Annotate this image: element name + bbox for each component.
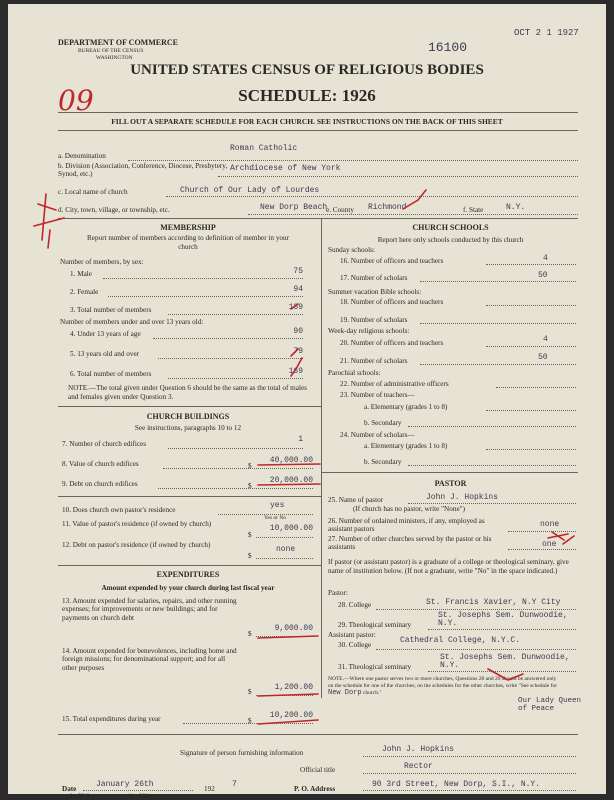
q8-dollar: $ (248, 462, 252, 470)
q24b-label: b. Secondary (364, 458, 402, 466)
q9-label: 9. Debt on church edifices (62, 480, 138, 488)
q29-label: 29. Theological seminary (338, 621, 412, 629)
county-label: e. County (326, 206, 354, 214)
q4-value: 90 (293, 327, 303, 336)
by-sex-label: Number of members, by sex: (60, 258, 144, 266)
schedule-number: 16100 (428, 40, 468, 55)
q12-label: 12. Debt on pastor's residence (if owned by church) (62, 541, 211, 549)
q10-label: 10. Does church own pastor's residence (62, 506, 176, 514)
q16-label: 16. Number of officers and teachers (340, 257, 444, 265)
q14-label: 14. Amount expended for benevolences, including home and foreign missions; for denominational support; and for all other purposes (62, 647, 237, 672)
form-title: UNITED STATES CENSUS OF RELIGIOUS BODIES (130, 62, 484, 78)
q9-dollar: $ (248, 482, 252, 490)
q8-label: 8. Value of church edifices (62, 460, 139, 468)
q7-value: 1 (298, 435, 303, 444)
q5-value: 79 (293, 347, 303, 356)
form-code: 8—5518 a (70, 793, 94, 799)
instructions-text: FILL OUT A SEPARATE SCHEDULE FOR EACH CHURCH. SEE INSTRUCTIONS ON THE BACK OF THIS SHEET (111, 117, 503, 126)
census-schedule-sheet (8, 4, 606, 799)
buildings-heading: CHURCH BUILDINGS (146, 412, 230, 421)
pastor-heading: PASTOR (434, 479, 467, 488)
membership-note: NOTE.—The total given under Question 6 should be the same as the total of males and females given under Question 3. (68, 384, 307, 401)
q26-value: none (540, 520, 560, 529)
q25-value: John J. Hopkins (426, 493, 499, 502)
q2-label: 2. Female (70, 288, 99, 296)
underline-q14 (258, 694, 318, 696)
q1-value: 75 (293, 267, 303, 276)
q6-value: 169 (288, 367, 303, 376)
q22-label: 22. Number of administrative officers (340, 380, 449, 388)
weekday-label: Week-day religious schools: (328, 327, 410, 335)
city-town-value: New Dorp Beach (260, 203, 328, 212)
q25-label: 25. Name of pastor (328, 496, 384, 504)
year-prefix: 192 (204, 785, 215, 793)
q3-value: 169 (288, 303, 303, 312)
q11-dollar: $ (248, 531, 252, 539)
q21-value: 50 (538, 353, 548, 362)
local-name-label: c. Local name of church (58, 188, 128, 196)
q31-label: 31. Theological seminary (338, 663, 412, 671)
year-value: 7 (232, 780, 237, 789)
date-label: Date (62, 785, 77, 793)
q15-dollar: $ (248, 717, 252, 725)
q17-value: 50 (538, 271, 548, 280)
expenditures-heading: EXPENDITURES (156, 570, 220, 579)
q14-value: 1,200.00 (274, 683, 313, 692)
q13-value: 9,000.00 (274, 624, 313, 633)
sunday-label: Sunday schools: (328, 246, 375, 254)
underline-q13 (258, 636, 318, 638)
expenditures-sub: Amount expended by your church during last fiscal year (101, 584, 275, 592)
print-code: 11—9024 (128, 793, 150, 799)
pastor-note-fill2: Our Lady Queen of Peace (518, 697, 582, 714)
q18-label: 18. Number of officers and teachers (340, 298, 444, 306)
q20-label: 20. Number of officers and teachers (340, 339, 444, 347)
pastor-note-text: NOTE.—Where one pastor serves two or more churches, Questions 28 and 29 should be answered only on the schedule for one of the churches; on the schedules for the other churches, write "See schedule for (328, 676, 558, 689)
schools-intro: Report here only schools conducted by this church (377, 236, 524, 244)
q15-value: 10,200.00 (269, 711, 313, 720)
q5-label: 5. 13 years old and over (70, 350, 140, 358)
check-q6 (291, 358, 302, 376)
q29-value: St. Josephs Sem. Dunwoodie, N.Y. (438, 611, 568, 629)
yes-or-no-hint: Yes or No (264, 515, 287, 521)
signature-label: Signature of person furnishing information (180, 749, 304, 757)
q3-label: 3. Total number of members (70, 306, 152, 314)
division-label: b. Division (Association, Conference, Diocese, Presbytery, Synod, etc.) (58, 162, 228, 179)
parochial-label: Parochial schools: (328, 369, 381, 377)
underline-q9 (258, 484, 320, 485)
schools-heading: CHURCH SCHOOLS (412, 223, 489, 232)
q9-value: 20,000.00 (269, 476, 313, 485)
q16-value: 4 (543, 254, 548, 263)
denomination-value: Roman Catholic (230, 144, 298, 153)
date-value: January 26th (96, 780, 154, 789)
buildings-sub: See instructions, paragraphs 10 to 12 (134, 424, 242, 432)
city-label: WASHINGTON (96, 55, 133, 61)
q23b-label: b. Secondary (364, 419, 402, 427)
q10-value: yes (270, 501, 285, 510)
q12-value: none (276, 545, 296, 554)
q8-value: 40,000.00 (269, 456, 313, 465)
q23a-label: a. Elementary (grades 1 to 8) (364, 403, 448, 411)
q24-label: 24. Number of scholars— (340, 431, 415, 439)
q25-note: (If church has no pastor, write "None") (353, 505, 465, 513)
check-q5 (291, 349, 298, 356)
q30-label: 30. College (338, 641, 372, 649)
q7-label: 7. Number of church edifices (62, 440, 147, 448)
q23-label: 23. Number of teachers— (340, 391, 415, 399)
membership-heading: MEMBERSHIP (160, 223, 216, 232)
city-town-label: d. City, town, village, or township, etc. (58, 206, 170, 214)
state-label: f. State (463, 206, 484, 214)
q11-label: 11. Value of pastor's residence (if owned by church) (62, 520, 212, 528)
q1-label: 1. Male (70, 270, 92, 278)
underline-q8 (258, 464, 320, 465)
denomination-label: a. Denomination (58, 152, 106, 160)
red-cross-mark (34, 194, 64, 248)
q24a-label: a. Elementary (grades 1 to 8) (364, 442, 448, 450)
q14-dollar: $ (248, 688, 252, 696)
department-label: DEPARTMENT OF COMMERCE (58, 38, 179, 47)
signature-value: John J. Hopkins (382, 745, 455, 754)
check-q3 (291, 304, 298, 309)
check-county (403, 190, 426, 209)
county-value: Richmond (368, 203, 407, 212)
cross-q26 (548, 532, 568, 540)
official-title-label: Official title (300, 766, 336, 774)
q2-value: 94 (293, 285, 303, 294)
graduate-note: If pastor (or assistant pastor) is a graduate of a college or theological seminary, give name of institution below. (If not a graduate, write "No" in the space indicated.) (328, 558, 569, 575)
by-age-label: Number of members under and over 13 years old: (60, 318, 204, 326)
q6-label: 6. Total number of members (70, 370, 152, 378)
po-address-value: 90 3rd Street, New Dorp, S.I., N.Y. (372, 780, 541, 789)
q19-label: 19. Number of scholars (340, 316, 408, 324)
q13-dollar: $ (248, 630, 252, 638)
membership-intro: Report number of members according to definition of member in your church (87, 234, 289, 251)
form-subtitle: SCHEDULE: 1926 (238, 86, 376, 105)
q20-value: 4 (543, 335, 548, 344)
local-name-value: Church of Our Lady of Lourdes (180, 186, 320, 195)
official-title-value: Rector (404, 762, 433, 771)
summer-label: Summer vacation Bible schools: (328, 288, 422, 296)
q17-label: 17. Number of scholars (340, 274, 408, 282)
q12-dollar: $ (248, 552, 252, 560)
handwritten-mark: 09 (58, 84, 94, 117)
q28-label: 28. College (338, 601, 372, 609)
q27-label: 27. Number of other churches served by the pastor or his assistants (328, 535, 492, 552)
red-pencil-marks (8, 4, 606, 794)
q28-value: St. Francis Xavier, N.Y City (426, 598, 561, 607)
received-date-stamp: OCT 2 1 1927 (514, 28, 579, 38)
state-value: N.Y. (506, 203, 526, 212)
q11-value: 10,000.00 (269, 524, 313, 533)
underline-q15 (258, 720, 318, 724)
seminary-mark (488, 669, 523, 680)
division-value: Archdiocese of New York (230, 164, 341, 173)
q27-value: one (542, 540, 557, 549)
q31-value: St. Josephs Sem. Dunwoodie, N.Y. (440, 653, 570, 671)
q4-label: 4. Under 13 years of age (70, 330, 141, 338)
pastor-note-fill: New Dorp (328, 689, 362, 698)
po-address-label: P. O. Address (294, 785, 336, 793)
pastor-label: Pastor: (328, 589, 348, 597)
pastor-note-end: church." (362, 690, 382, 697)
q15-label: 15. Total expenditures during year (62, 715, 161, 723)
q13-label: 13. Amount expended for salaries, repairs, and other running expenses; for improvements or new buildings; and for payments on church debt (62, 597, 237, 622)
bureau-label: BUREAU OF THE CENSUS (78, 48, 144, 54)
q30-value: Cathedral College, N.Y.C. (400, 636, 521, 645)
assistant-pastor-label: Assistant pastor: (328, 631, 376, 639)
q26-label: 26. Number of ordained ministers, if any, employed as assistant pastors (328, 517, 485, 534)
q21-label: 21. Number of scholars (340, 357, 408, 365)
